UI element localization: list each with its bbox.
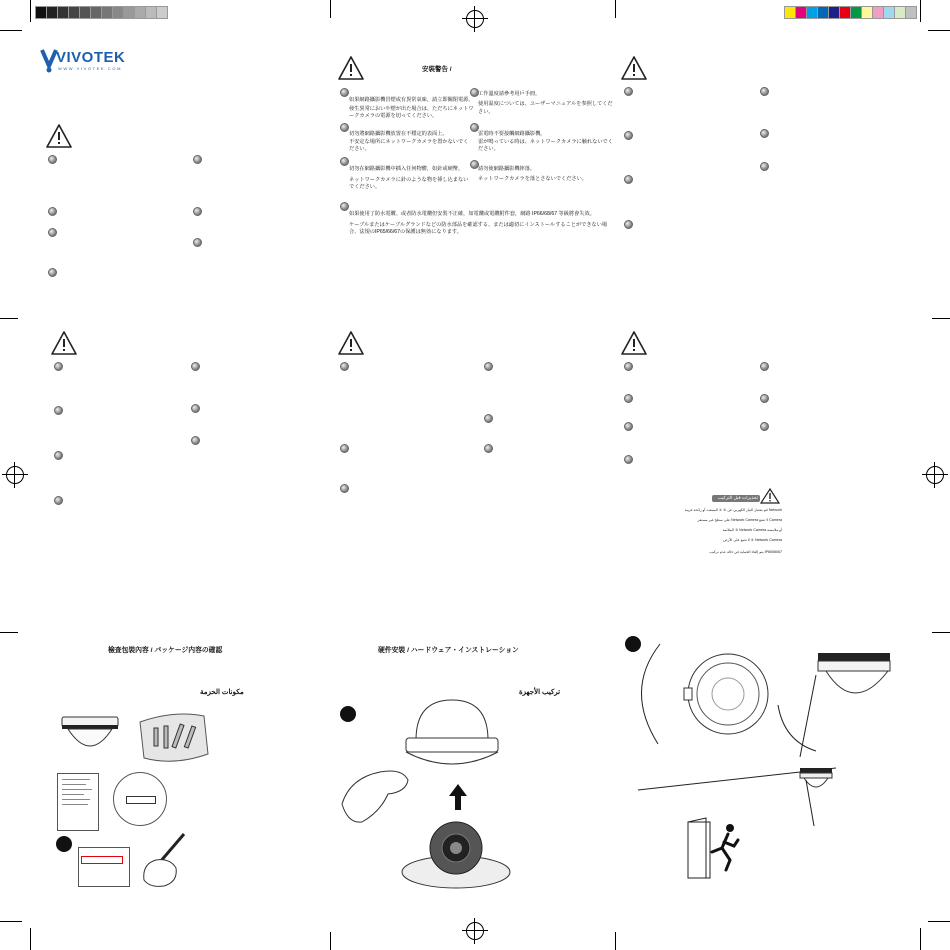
step-badge xyxy=(56,836,72,852)
section-title-arabic: مكونات الحزمة xyxy=(200,689,244,696)
bullet-icon xyxy=(760,162,769,171)
note-text: 雷電時不要接觸網路攝影機。 xyxy=(478,131,546,137)
note-text: 請勿使網路攝影機摔落。 xyxy=(478,166,536,172)
arabic-line: Network Camera ② لا تضع على الأرض xyxy=(723,538,782,542)
bullet-icon xyxy=(484,444,493,453)
bullet-icon xyxy=(624,362,633,371)
bullet-icon xyxy=(624,220,633,229)
crop-mark xyxy=(0,632,18,633)
warning-icon xyxy=(620,330,648,356)
bullet-icon xyxy=(54,496,63,505)
arabic-line: Network قم بفصل التيار الكهربي عن ② ① المنبعث أو رائحة غريبة xyxy=(684,508,782,512)
bullet-icon xyxy=(54,362,63,371)
section-title: 硬件安裝 / ハードウェア・インストレーション xyxy=(378,647,519,654)
note-text: 雷が鳴っている時は、ネットワークカメラに触れないでく xyxy=(478,139,613,145)
warning-icon xyxy=(760,488,780,504)
arabic-warning-box xyxy=(684,488,784,574)
sticker-label xyxy=(126,796,156,804)
bullet-icon xyxy=(624,455,633,464)
note-text: 工作溫度請參考用戶手冊。 xyxy=(478,91,541,97)
registration-mark xyxy=(922,462,948,488)
note-text: さい。 xyxy=(478,109,494,115)
bullet-icon xyxy=(54,451,63,460)
camera-illustration xyxy=(58,713,122,765)
note-text: 切勿將網路攝影機放置在不穩定的表面上。 xyxy=(349,131,448,137)
rotation-diagram xyxy=(630,640,770,750)
bullet-icon xyxy=(760,422,769,431)
bullet-icon xyxy=(624,87,633,96)
crop-mark xyxy=(30,0,31,22)
crop-mark xyxy=(0,921,22,922)
warning-icon xyxy=(45,123,73,149)
bullet-icon xyxy=(54,406,63,415)
note-text: 切勿在網路攝影機中插入任何物體，如針或硬幣。 xyxy=(349,166,464,172)
note-text: 發生異常においや煙が出た場合は、ただちにネットワ xyxy=(349,106,474,112)
logo-wordmark: VIVOTEK xyxy=(56,49,126,66)
note-text: 如果使用了防水電纜、或者防水電纜但安裝不正確，如電纜或電纜附件套，網路 IP66/68/67 等級將會失效。 xyxy=(349,211,595,217)
note-text: ださい。 xyxy=(349,146,370,152)
note-text: 使用温度については、ユーザーマニュアルを参照してくだ xyxy=(478,101,613,107)
calibration-swatch xyxy=(905,6,917,19)
panel-title: 安裝警告 / xyxy=(422,66,452,73)
note-text: 合、法規のIP65/66/67の保護は無効になります。 xyxy=(349,229,462,235)
crop-mark xyxy=(0,318,18,319)
warning-icon xyxy=(337,55,365,81)
note-text: ネットワークカメラに針のような物を挿し込まない xyxy=(349,177,469,183)
crop-mark xyxy=(932,632,950,633)
bullet-icon xyxy=(340,202,349,211)
bullet-icon xyxy=(48,228,57,237)
bullet-icon xyxy=(48,207,57,216)
exit-sign-icon xyxy=(686,816,742,880)
bullet-icon xyxy=(193,238,202,247)
bullet-icon xyxy=(760,87,769,96)
arabic-line: أو ملامسة Network Camera ③ الملائمة xyxy=(722,528,782,532)
bullet-icon xyxy=(48,155,57,164)
bullet-icon xyxy=(624,394,633,403)
dome-cover-illustration xyxy=(400,698,504,780)
crop-mark xyxy=(615,932,616,950)
step-badge xyxy=(340,706,356,722)
crop-mark xyxy=(330,932,331,950)
arabic-title-bar xyxy=(712,495,760,502)
arabic-line: IP65/66/67 يتم إلغاء الحماية في حالة عدم تركيب xyxy=(709,550,782,554)
vivotek-logo xyxy=(40,46,130,76)
bullet-icon xyxy=(484,414,493,423)
registration-mark xyxy=(2,462,28,488)
bullet-icon xyxy=(760,129,769,138)
bullet-icon xyxy=(484,362,493,371)
bullet-icon xyxy=(193,155,202,164)
bullet-icon xyxy=(340,157,349,166)
alignment-sticker-illustration xyxy=(113,772,167,826)
arrow-up-icon xyxy=(449,784,467,810)
section-title-arabic: تركيب الأجهزة xyxy=(519,689,561,696)
warning-icon xyxy=(337,330,365,356)
note-text: ケーブルまたはケーブルグランドなどの防水部品を確認する、または適切にインストールすることができない場 xyxy=(349,222,608,228)
bullet-icon xyxy=(340,362,349,371)
bullet-icon xyxy=(48,268,57,277)
bullet-icon xyxy=(193,207,202,216)
note-text: ネットワークカメラを落とさないでください。 xyxy=(478,176,587,182)
logo-tagline: WWW.VIVOTEK.COM xyxy=(58,66,122,71)
crop-mark xyxy=(920,0,921,22)
calibration-swatch xyxy=(156,6,168,19)
note-text: ださい。 xyxy=(478,146,499,152)
note-text: でください。 xyxy=(349,184,381,190)
bullet-icon xyxy=(624,131,633,140)
screw-pack-illustration xyxy=(134,708,212,766)
crop-mark xyxy=(615,0,616,18)
mac-label-illustration xyxy=(78,847,130,887)
bullet-icon xyxy=(340,444,349,453)
section-title: 檢查包裝內容 / パッケージ内容の確認 xyxy=(108,647,223,654)
bullet-icon xyxy=(191,404,200,413)
registration-mark xyxy=(462,6,488,32)
registration-mark xyxy=(462,918,488,944)
crop-mark xyxy=(932,318,950,319)
bullet-icon xyxy=(760,362,769,371)
bullet-icon xyxy=(340,88,349,97)
camera-module-illustration xyxy=(400,812,512,892)
warning-icon xyxy=(50,330,78,356)
arabic-title: تحذيرات قبل التركيب xyxy=(717,495,758,500)
bullet-icon xyxy=(624,175,633,184)
note-text: 如果網路攝影機冒煙或有異常氣味，請立即關閉電源。 xyxy=(349,97,474,103)
bullet-icon xyxy=(340,123,349,132)
arabic-line: Camera لا تضع Network Camera على سطح غير مستقر xyxy=(697,518,782,522)
hand-writing-illustration xyxy=(134,830,190,888)
quick-guide-illustration xyxy=(57,773,99,831)
bullet-icon xyxy=(760,394,769,403)
crop-mark xyxy=(30,928,31,950)
crop-mark xyxy=(330,0,331,18)
crop-mark xyxy=(928,921,950,922)
bullet-icon xyxy=(624,422,633,431)
mac-highlight xyxy=(81,856,123,864)
warning-icon xyxy=(620,55,648,81)
crop-mark xyxy=(928,30,950,31)
crop-mark xyxy=(920,928,921,950)
crop-mark xyxy=(0,30,22,31)
note-text: 不安定な場所にネットワークカメラを置かないでく xyxy=(349,139,469,145)
note-text: ークカメラの電源を切ってください。 xyxy=(349,113,438,119)
dome-side-diagram xyxy=(770,645,892,757)
bullet-icon xyxy=(340,484,349,493)
bullet-icon xyxy=(191,362,200,371)
bullet-icon xyxy=(191,436,200,445)
